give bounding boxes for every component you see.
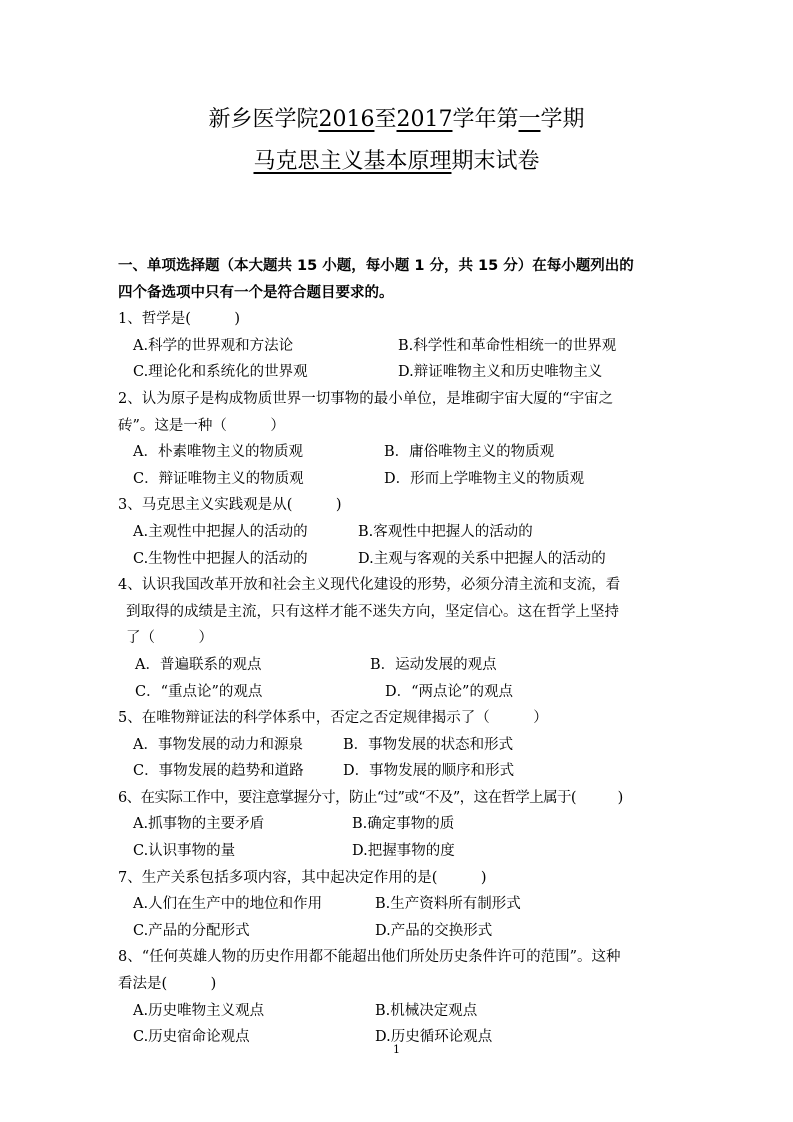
- option-b[interactable]: B．庸俗唯物主义的物质观: [384, 444, 555, 461]
- exam-subtitle: [0, 144, 793, 175]
- options-row: [118, 333, 678, 360]
- exam-body: [118, 253, 678, 1051]
- course-name: 马克思主义基本原理: [253, 149, 452, 174]
- section-heading: 一、单项选择题（本大题共 15 小题，每小题 1 分，共 15 分）在每小题列出的: [118, 258, 634, 274]
- title-to: 至: [374, 107, 397, 132]
- page-number: 1: [393, 1043, 400, 1056]
- option-b[interactable]: B.客观性中把握人的活动的: [358, 523, 533, 540]
- option-a[interactable]: A．普遍联系的观点: [135, 656, 262, 673]
- title-semester: 学期: [540, 107, 585, 132]
- title-year-end: 2017: [396, 107, 453, 132]
- option-a[interactable]: A．朴素唯物主义的物质观: [133, 444, 303, 461]
- option-a[interactable]: A.抓事物的主要矛盾: [133, 816, 265, 833]
- question-6: 6、在实际工作中，要注意掌握分寸，防止“过”或“不及”，这在哲学上属于( ): [118, 789, 623, 806]
- option-b[interactable]: B.科学性和革命性相统一的世界观: [398, 337, 617, 354]
- title-school: 新乡医学院: [208, 107, 319, 132]
- title-term: 一: [518, 107, 541, 132]
- option-a[interactable]: A.人们在生产中的地位和作用: [133, 896, 323, 913]
- options-row: [118, 758, 678, 785]
- question-8-cont: 看法是( ): [118, 976, 217, 993]
- option-c[interactable]: C.认识事物的量: [133, 843, 236, 860]
- option-c[interactable]: C．“重点论”的观点: [135, 683, 263, 700]
- option-d[interactable]: D．事物发展的顺序和形式: [343, 763, 515, 780]
- option-d[interactable]: D.历史循环论观点: [375, 1029, 493, 1046]
- option-c[interactable]: C.产品的分配形式: [133, 922, 250, 939]
- option-c[interactable]: C．辩证唯物主义的物质观: [133, 470, 304, 487]
- options-row: [118, 359, 678, 386]
- option-d[interactable]: D.把握事物的度: [352, 843, 455, 860]
- option-a[interactable]: A.科学的世界观和方法论: [133, 337, 294, 354]
- exam-type: 期末试卷: [451, 149, 540, 174]
- option-d[interactable]: D.产品的交换形式: [375, 922, 493, 939]
- option-b[interactable]: B.生产资料所有制形式: [375, 896, 521, 913]
- question-2-cont: 砖”。这是一种（ ）: [118, 417, 285, 434]
- options-row: [118, 838, 678, 865]
- option-b[interactable]: B．运动发展的观点: [370, 656, 497, 673]
- question-2: 2、认为原子是构成物质世界一切事物的最小单位，是堆砌宇宙大厦的“宇宙之: [118, 390, 614, 407]
- options-row: [118, 679, 678, 706]
- option-d[interactable]: D.主观与客观的关系中把握人的活动的: [358, 550, 606, 567]
- question-1: 1、哲学是( ): [118, 311, 241, 328]
- question-8: 8、“任何英雄人物的历史作用都不能超出他们所处历史条件许可的范围”。这种: [118, 949, 621, 966]
- options-row: [118, 732, 678, 759]
- question-7: 7、生产关系包括多项内容，其中起决定作用的是( ): [118, 869, 487, 886]
- options-row: [118, 519, 678, 546]
- title-year-start: 2016: [318, 107, 375, 132]
- options-row: [118, 918, 678, 945]
- question-4-cont: 到取得的成绩是主流，只有这样才能不迷失方向，坚定信心。这在哲学上坚持: [126, 603, 619, 620]
- options-row: [118, 811, 678, 838]
- section-heading-cont: 四个备选项中只有一个是符合题目要求的。: [118, 284, 394, 301]
- question-4: 4、认识我国改革开放和社会主义现代化建设的形势，必须分清主流和支流，看: [118, 577, 621, 594]
- title-suffix: 学年第: [452, 107, 519, 132]
- options-row: [118, 439, 678, 466]
- question-4-cont: 了（ ）: [126, 630, 213, 647]
- options-row: [118, 652, 678, 679]
- question-3: 3、马克思主义实践观是从( ): [118, 497, 342, 514]
- option-c[interactable]: C．事物发展的趋势和道路: [133, 763, 304, 780]
- option-b[interactable]: B.确定事物的质: [352, 816, 455, 833]
- option-a[interactable]: A．事物发展的动力和源泉: [133, 736, 303, 753]
- options-row: [118, 546, 678, 573]
- option-c[interactable]: C.生物性中把握人的活动的: [133, 550, 308, 567]
- option-b[interactable]: B.机械决定观点: [375, 1002, 478, 1019]
- options-row: [118, 998, 678, 1025]
- option-a[interactable]: A.历史唯物主义观点: [133, 1002, 265, 1019]
- option-d[interactable]: D．“两点论”的观点: [385, 683, 513, 700]
- option-b[interactable]: B．事物发展的状态和形式: [343, 736, 514, 753]
- options-row: [118, 891, 678, 918]
- exam-title: [0, 102, 793, 133]
- option-d[interactable]: D.辩证唯物主义和历史唯物主义: [398, 364, 603, 381]
- option-a[interactable]: A.主观性中把握人的活动的: [133, 523, 308, 540]
- options-row: [118, 466, 678, 493]
- option-c[interactable]: C.理论化和系统化的世界观: [133, 364, 308, 381]
- option-c[interactable]: C.历史宿命论观点: [133, 1029, 250, 1046]
- option-d[interactable]: D．形而上学唯物主义的物质观: [384, 470, 585, 487]
- question-5: 5、在唯物辩证法的科学体系中，否定之否定规律揭示了（ ）: [118, 710, 548, 727]
